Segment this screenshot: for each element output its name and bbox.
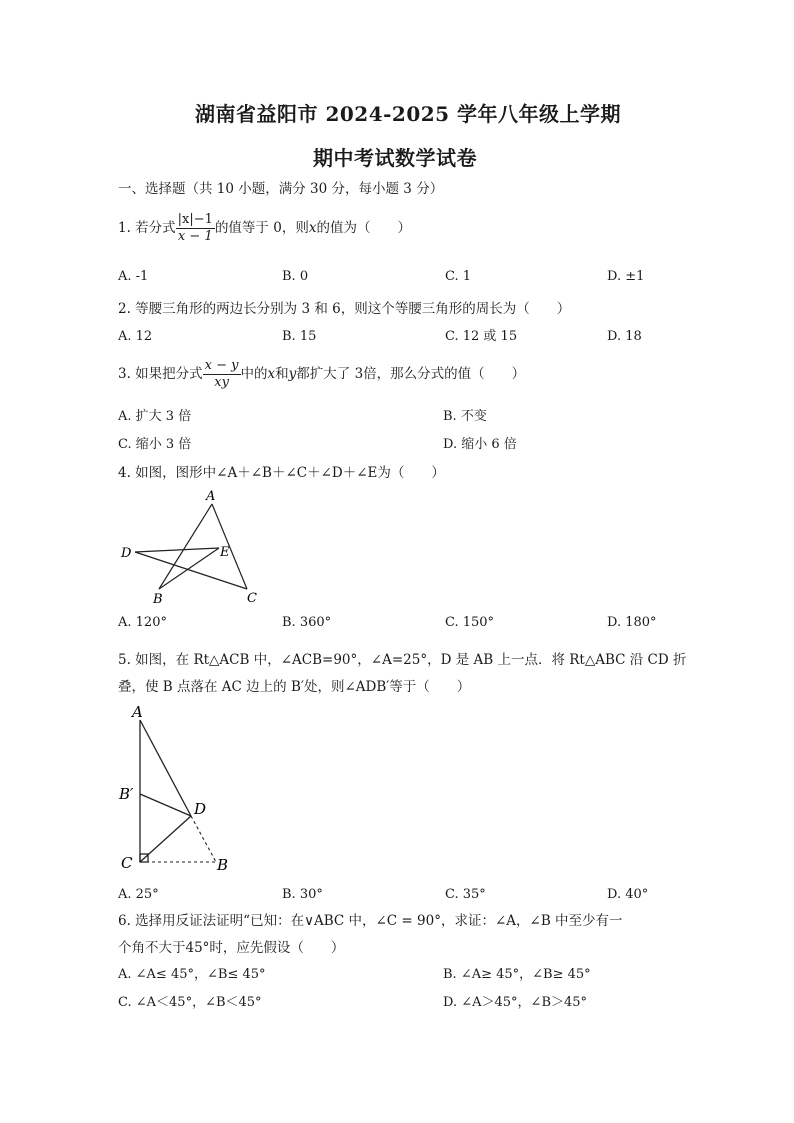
question-5-line1: 5. 如图，在 Rt△ACB 中，∠ACB=90°，∠A=25°，D 是 AB 上一点．将 Rt△ABC 沿 CD 折 bbox=[118, 652, 687, 668]
q3-option-b: B. 不变 bbox=[443, 409, 487, 424]
label-B: B bbox=[153, 592, 163, 607]
label-B-prime: B′ bbox=[119, 785, 134, 803]
q5-option-a: A. 25° bbox=[118, 887, 159, 902]
q1-prefix: 1. 若分式 bbox=[118, 220, 176, 236]
question-3 bbox=[118, 358, 525, 391]
question-6-line1: 6. 选择用反证法证明“已知：在∨ABC 中，∠C = 90°，求证：∠A，∠B 中至少有一 bbox=[118, 913, 623, 929]
segment-DB-dashed bbox=[191, 816, 216, 862]
label-D: D bbox=[194, 800, 207, 818]
q3-option-c: C. 缩小 3 倍 bbox=[118, 437, 192, 452]
q5-figure bbox=[112, 702, 242, 880]
q3-var2: y bbox=[288, 366, 297, 382]
segment-DE bbox=[135, 548, 219, 552]
q1-option-c: C. 1 bbox=[445, 269, 472, 284]
q1-var: x bbox=[308, 220, 317, 236]
page-title: 湖南省益阳市 2024-2025 学年八年级上学期 bbox=[195, 102, 622, 126]
q3-option-a: A. 扩大 3 倍 bbox=[118, 409, 192, 424]
q1-mid: 的值等于 0，则 bbox=[214, 220, 309, 236]
q3-frac-num: x − y bbox=[204, 358, 239, 373]
q2-option-b: B. 15 bbox=[282, 329, 317, 344]
question-5-line2: 叠，使 B 点落在 AC 边上的 B′处，则∠ADB′等于（ ） bbox=[118, 679, 471, 695]
segment-AD bbox=[140, 720, 191, 816]
q3-frac-den: xy bbox=[214, 375, 229, 390]
question-1 bbox=[118, 212, 411, 245]
label-C: C bbox=[247, 591, 257, 606]
q1-fraction bbox=[176, 212, 215, 245]
q4-option-d: D. 180° bbox=[607, 615, 657, 630]
q6-option-d: D. ∠A＞45°，∠B＞45° bbox=[443, 995, 588, 1010]
q4-option-a: A. 120° bbox=[118, 615, 167, 630]
q5-option-d: D. 40° bbox=[607, 887, 649, 902]
label-C: C bbox=[121, 854, 133, 872]
question-6-line2: 个角不大于45°时，应先假设（ ） bbox=[118, 940, 345, 956]
q5-option-b: B. 30° bbox=[282, 887, 323, 902]
q6-option-b: B. ∠A≥ 45°，∠B≥ 45° bbox=[443, 967, 591, 982]
segment-AC bbox=[212, 504, 247, 589]
q3-mid2: 和 bbox=[275, 366, 289, 382]
label-E: E bbox=[220, 545, 230, 560]
q4-figure bbox=[115, 486, 275, 608]
section-heading: 一、选择题（共 10 小题，满分 30 分，每小题 3 分） bbox=[118, 181, 444, 197]
question-2: 2. 等腰三角形的两边长分别为 3 和 6，则这个等腰三角形的周长为（ ） bbox=[118, 301, 571, 317]
q3-var1: x bbox=[267, 366, 276, 382]
q1-frac-den: x − 1 bbox=[177, 229, 213, 244]
q4-option-c: C. 150° bbox=[445, 615, 495, 630]
q6-option-c: C. ∠A＜45°，∠B＜45° bbox=[118, 995, 262, 1010]
page-subtitle: 期中考试数学试卷 bbox=[313, 146, 477, 170]
q6-option-a: A. ∠A≤ 45°，∠B≤ 45° bbox=[118, 967, 266, 982]
segment-AB bbox=[159, 504, 212, 589]
q2-option-d: D. 18 bbox=[607, 329, 642, 344]
label-A: A bbox=[206, 489, 216, 504]
label-D: D bbox=[121, 546, 132, 561]
segment-B'D bbox=[140, 794, 191, 816]
q1-option-b: B. 0 bbox=[282, 269, 309, 284]
question-4: 4. 如图，图形中∠A＋∠B＋∠C＋∠D＋∠E为（ ） bbox=[118, 465, 445, 481]
q3-suffix: 都扩大了 3倍，那么分式的值（ ） bbox=[296, 366, 526, 382]
label-A: A bbox=[132, 703, 143, 721]
q3-mid1: 中的 bbox=[240, 366, 268, 382]
q1-suffix: 的值为（ ） bbox=[316, 220, 411, 236]
segment-EB bbox=[159, 548, 219, 589]
q2-option-a: A. 12 bbox=[118, 329, 153, 344]
q3-prefix: 3. 如果把分式 bbox=[118, 366, 203, 382]
segment-DC bbox=[135, 552, 247, 589]
q2-option-c: C. 12 或 15 bbox=[445, 329, 518, 344]
label-B: B bbox=[217, 856, 229, 874]
q3-fraction bbox=[203, 358, 241, 391]
q1-frac-num: |x|−1 bbox=[177, 212, 213, 227]
q3-option-d: D. 缩小 6 倍 bbox=[443, 437, 517, 452]
q5-option-c: C. 35° bbox=[445, 887, 486, 902]
q1-option-a: A. -1 bbox=[118, 269, 149, 284]
q1-option-d: D. ±1 bbox=[607, 269, 645, 284]
q4-option-b: B. 360° bbox=[282, 615, 332, 630]
